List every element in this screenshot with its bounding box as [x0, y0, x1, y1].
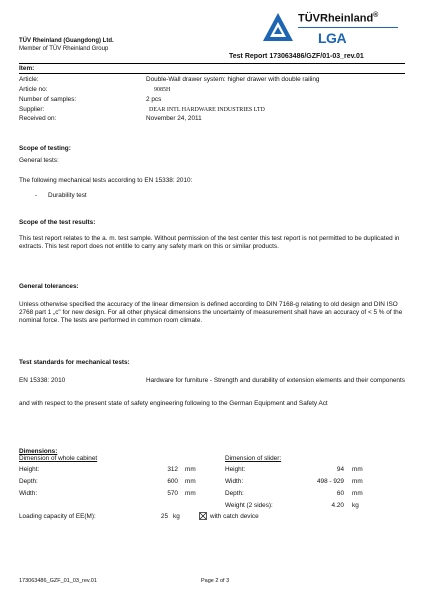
item-rule — [19, 73, 405, 74]
item-label-supplier: Supplier: — [19, 106, 45, 113]
scope-general: General tests: — [19, 157, 59, 164]
item-value-received: November 24, 2011 — [146, 115, 202, 122]
brand-registered: ® — [373, 12, 379, 19]
slider-height-value: 94 — [336, 466, 344, 473]
tolerances-text: Unless otherwise specified the accuracy of the linear dimension is defined according to DIN 7168-g relating to old design and DIN ISO 2768 part 1 „c" for new design. For all other physical dimensions the uncertainty of measurement shall have an accuracy of < 5 % of the nominal force. The tests are performed in common room climate. — [19, 301, 403, 324]
standards-heading: Test standards for mechanical tests: — [19, 359, 130, 366]
cabinet-depth-unit: mm — [185, 478, 196, 485]
item-value-article-no: 9085H — [154, 87, 171, 93]
slider-height-label: Height: — [225, 466, 246, 473]
item-heading: Item: — [19, 65, 35, 72]
results-text: This test report relates to the a. m. test sample. Without permission of the test center this test report is not permitted to be duplicated in extracts. This test report does not entitle to carry any safety mark on this or similar products. — [19, 235, 400, 250]
cabinet-height-value: 312 — [167, 466, 178, 473]
company-name: TÜV Rheinland (Guangdong) Ltd. — [19, 38, 114, 44]
tuv-triangle-logo — [262, 12, 294, 42]
tolerances-heading: General tolerances: — [19, 283, 79, 290]
slider-depth-unit: mm — [352, 490, 363, 497]
dimensions-heading: Dimensions: — [19, 448, 58, 455]
slider-title: Dimension of slider: — [225, 455, 282, 462]
slider-height-unit: mm — [352, 466, 363, 473]
slider-width-value: 498 - 929 — [316, 478, 344, 485]
cabinet-width-label: Width: — [19, 490, 38, 497]
scope-heading: Scope of testing: — [19, 145, 71, 152]
footer-page-number: Page 2 of 3 — [201, 578, 230, 584]
footer-reference: 173063486_GZF_01_03_rev.01 — [19, 578, 97, 584]
standards-description: Hardware for furniture - Strength and durability of extension elements and their components — [146, 377, 405, 384]
standards-code: EN 15338: 2010 — [19, 377, 66, 384]
cabinet-height-label: Height: — [19, 466, 40, 473]
cabinet-depth-label: Depth: — [19, 478, 38, 485]
cabinet-depth-value: 600 — [167, 478, 178, 485]
cabinet-width-value: 570 — [167, 490, 178, 497]
slider-weight-value: 4.20 — [331, 502, 344, 509]
scope-intro: The following mechanical tests according to EN 15338: 2010: — [19, 177, 193, 184]
slider-width-unit: mm — [352, 478, 363, 485]
brand-text: TÜVRheinland — [298, 12, 374, 25]
scope-bullet: - — [35, 192, 38, 199]
results-heading: Scope of the test results: — [19, 219, 96, 226]
item-value-supplier: DEAR INTL HARDWARE INDUSTRIES LTD — [149, 107, 265, 113]
slider-weight-label: Weight (2 sides): — [225, 502, 273, 509]
scope-test-item: Durability test — [48, 192, 87, 199]
item-label-received: Received on: — [19, 115, 57, 122]
catch-device-label: with catch device — [210, 513, 259, 520]
brand-name — [298, 12, 378, 25]
cabinet-title: Dimension of whole cabinet — [19, 455, 98, 462]
item-label-samples: Number of samples: — [19, 96, 77, 103]
item-label-article: Article: — [19, 76, 39, 83]
load-capacity-label: Loading capacity of EE(M): — [19, 513, 96, 520]
cabinet-height-unit: mm — [185, 466, 196, 473]
item-label-article-no: Article no: — [19, 86, 48, 93]
company-member: Member of TÜV Rheinland Group — [19, 46, 109, 52]
load-capacity-unit: kg — [173, 513, 180, 520]
item-value-article: Double-Wall drawer system: higher drawer with double railing — [146, 76, 320, 83]
slider-width-label: Width: — [225, 478, 244, 485]
cabinet-width-unit: mm — [185, 490, 196, 497]
brand-divider — [298, 27, 398, 28]
slider-weight-unit: kg — [352, 502, 359, 509]
slider-depth-value: 60 — [336, 490, 344, 497]
catch-device-checkbox[interactable] — [199, 512, 207, 520]
header-rule — [19, 63, 405, 64]
standards-safety: and with respect to the present state of safety engineering following to the German Equipment and Safety Act — [19, 400, 328, 407]
slider-depth-label: Depth: — [225, 490, 244, 497]
load-capacity-value: 25 — [160, 513, 168, 520]
report-number: Test Report 173063486/GZF/01-03_rev.01 — [229, 53, 364, 60]
item-value-samples: 2 pcs — [146, 96, 162, 103]
lga-logo: LGA — [318, 30, 347, 46]
